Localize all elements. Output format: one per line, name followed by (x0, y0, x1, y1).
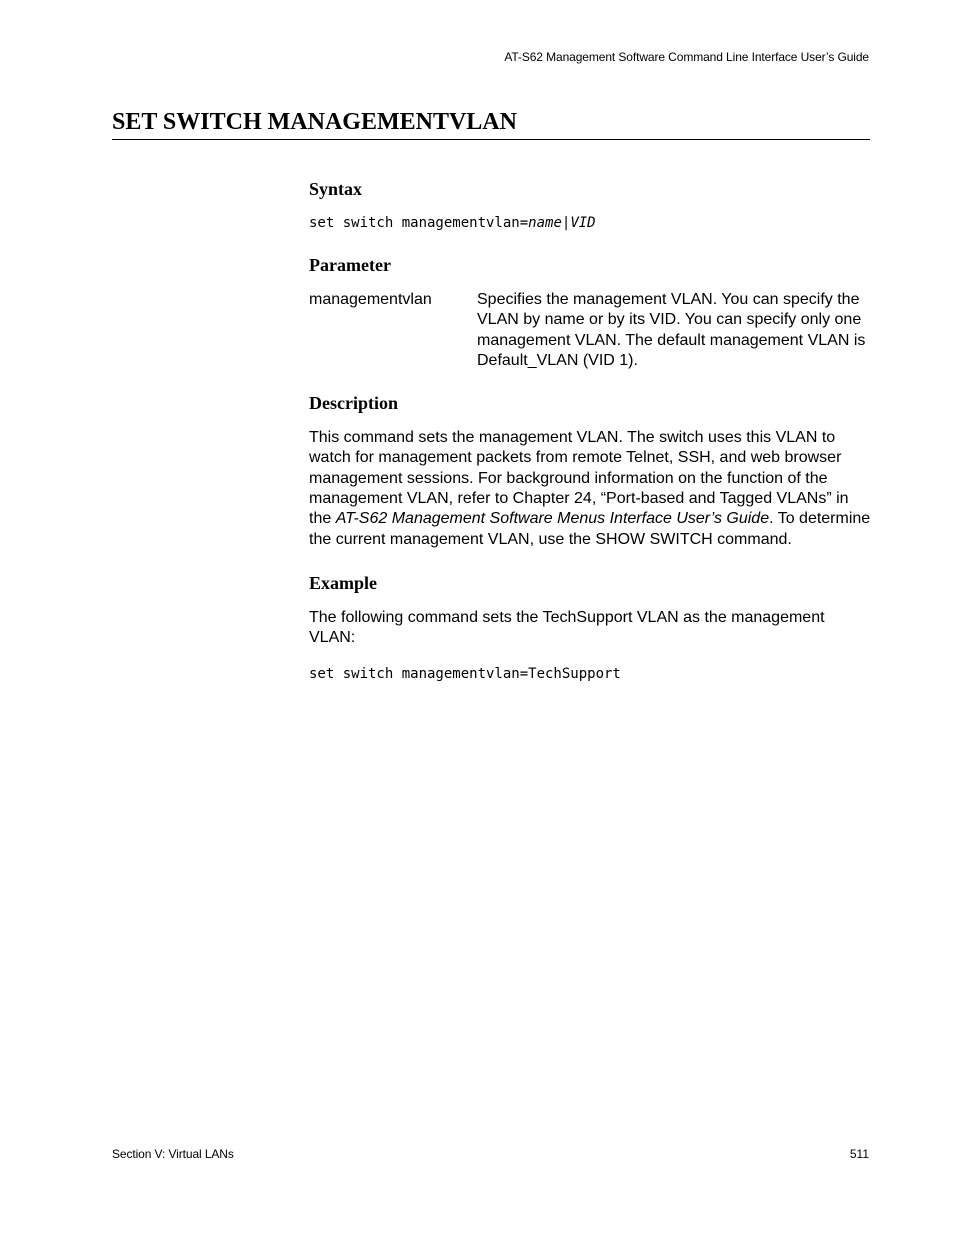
example-heading: Example (309, 572, 378, 593)
description-text-after: . To determine the current management VLAN, use the SHOW SWITCH command. (309, 510, 871, 548)
parameter-row (309, 290, 871, 371)
parameter-heading: Parameter (309, 255, 391, 275)
referenced-book-title: AT-S62 Management Software Menus Interface User’s Guide (335, 510, 770, 528)
syntax-heading: Syntax (309, 179, 363, 199)
description-text-before: This command sets the management VLAN. The switch uses this VLAN to watch for management packets from remote Telnet, SSH, and web browser management sessions. For background information on the function of the management VLAN, refer to Chapter 24, “Port-based and Tagged VLANs” in the (309, 429, 849, 528)
syntax-arg-vid: VID (570, 215, 596, 231)
main-content (309, 178, 871, 683)
parameter-name: managementvlan (309, 291, 432, 308)
page-title: SET SWITCH MANAGEMENTVLAN (112, 108, 870, 140)
parameter-description: Specifies the management VLAN. You can specify the VLAN by name or by its VID. You can specify only one management VLAN. The default management VLAN is Default_VLAN (VID 1). (477, 291, 866, 369)
description-heading: Description (309, 393, 398, 414)
syntax-separator: | (561, 215, 571, 231)
syntax-command-prefix: set switch managementvlan= (309, 215, 529, 231)
example-text: The following command sets the TechSupport VLAN as the management VLAN: (309, 608, 825, 647)
page-number: 511 (849, 1147, 869, 1161)
syntax-arg-name: name (528, 215, 562, 231)
footer-section: Section V: Virtual LANs (112, 1147, 234, 1161)
syntax-command (309, 214, 871, 232)
running-header: AT-S62 Management Software Command Line Interface User’s Guide (504, 50, 869, 64)
example-command: set switch managementvlan=TechSupport (309, 665, 621, 682)
description-text (309, 428, 871, 550)
